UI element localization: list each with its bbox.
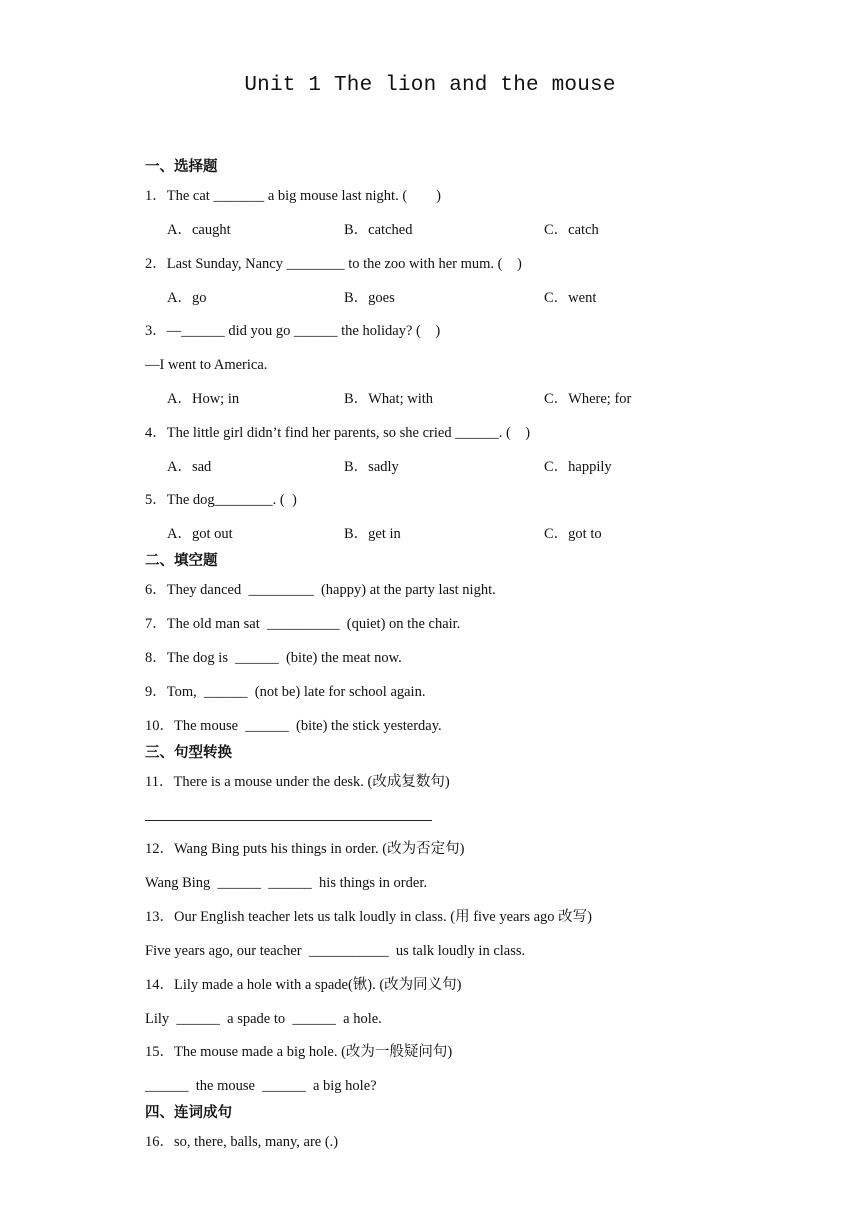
question-12-answer: Wang Bing ______ ______ his things in order. bbox=[145, 875, 427, 891]
question-14: 14．Lily made a hole with a spade(锹). (改为同义句) bbox=[145, 977, 462, 993]
q5-option-a: A．got out bbox=[167, 526, 233, 542]
question-4: 4．The little girl didn’t find her parents, so she cried ______. ( ) bbox=[145, 425, 531, 441]
q3-option-b: B．What; with bbox=[344, 391, 434, 407]
section-heading-choice: 一、选择题 bbox=[145, 159, 218, 175]
q4-option-b: B．sadly bbox=[344, 459, 399, 475]
question-13-answer: Five years ago, our teacher ___________ us talk loudly in class. bbox=[145, 943, 526, 959]
question-10: 10．The mouse ______ (bite) the stick yesterday. bbox=[145, 718, 442, 734]
q3-option-a: A．How; in bbox=[167, 391, 240, 407]
q1-option-c: C．catch bbox=[544, 222, 599, 238]
question-3: 3．—______ did you go ______ the holiday? ( ) bbox=[145, 323, 441, 339]
q4-option-c: C．happily bbox=[544, 459, 612, 475]
q5-option-c: C．got to bbox=[544, 526, 602, 542]
q3-option-c: C．Where; for bbox=[544, 391, 632, 407]
question-16: 16．so, there, balls, many, are (.) bbox=[145, 1134, 339, 1150]
q2-option-b: B．goes bbox=[344, 290, 395, 306]
question-15: 15．The mouse made a big hole. (改为一般疑问句) bbox=[145, 1044, 453, 1060]
q2-option-a: A．go bbox=[167, 290, 207, 306]
question-2: 2．Last Sunday, Nancy ________ to the zoo with her mum. ( ) bbox=[145, 256, 522, 272]
page-title: Unit 1 The lion and the mouse bbox=[244, 74, 616, 97]
question-11: 11．There is a mouse under the desk. (改成复数句) bbox=[145, 774, 450, 790]
section-heading-sentence-transform: 三、句型转换 bbox=[145, 745, 232, 761]
q5-option-b: B．get in bbox=[344, 526, 401, 542]
section-heading-fill-blank: 二、填空题 bbox=[145, 553, 218, 569]
question-12: 12．Wang Bing puts his things in order. (改为否定句) bbox=[145, 841, 465, 857]
q1-option-b: B．catched bbox=[344, 222, 413, 238]
question-5: 5．The dog________. ( ) bbox=[145, 492, 297, 508]
question-1: 1．The cat _______ a big mouse last night. ( ) bbox=[145, 188, 441, 204]
question-6: 6．They danced _________ (happy) at the party last night. bbox=[145, 582, 496, 598]
answer-line bbox=[145, 820, 432, 821]
q2-option-c: C．went bbox=[544, 290, 597, 306]
question-13: 13．Our English teacher lets us talk loudly in class. (用 five years ago 改写) bbox=[145, 909, 592, 925]
question-3-reply: —I went to America. bbox=[145, 357, 268, 373]
question-14-answer: Lily ______ a spade to ______ a hole. bbox=[145, 1011, 382, 1027]
question-15-answer: ______ the mouse ______ a big hole? bbox=[145, 1078, 377, 1094]
q4-option-a: A．sad bbox=[167, 459, 212, 475]
question-7: 7．The old man sat __________ (quiet) on the chair. bbox=[145, 616, 461, 632]
q1-option-a: A．caught bbox=[167, 222, 231, 238]
section-heading-word-order: 四、连词成句 bbox=[145, 1105, 232, 1121]
question-9: 9．Tom, ______ (not be) late for school again. bbox=[145, 684, 426, 700]
question-8: 8．The dog is ______ (bite) the meat now. bbox=[145, 650, 402, 666]
